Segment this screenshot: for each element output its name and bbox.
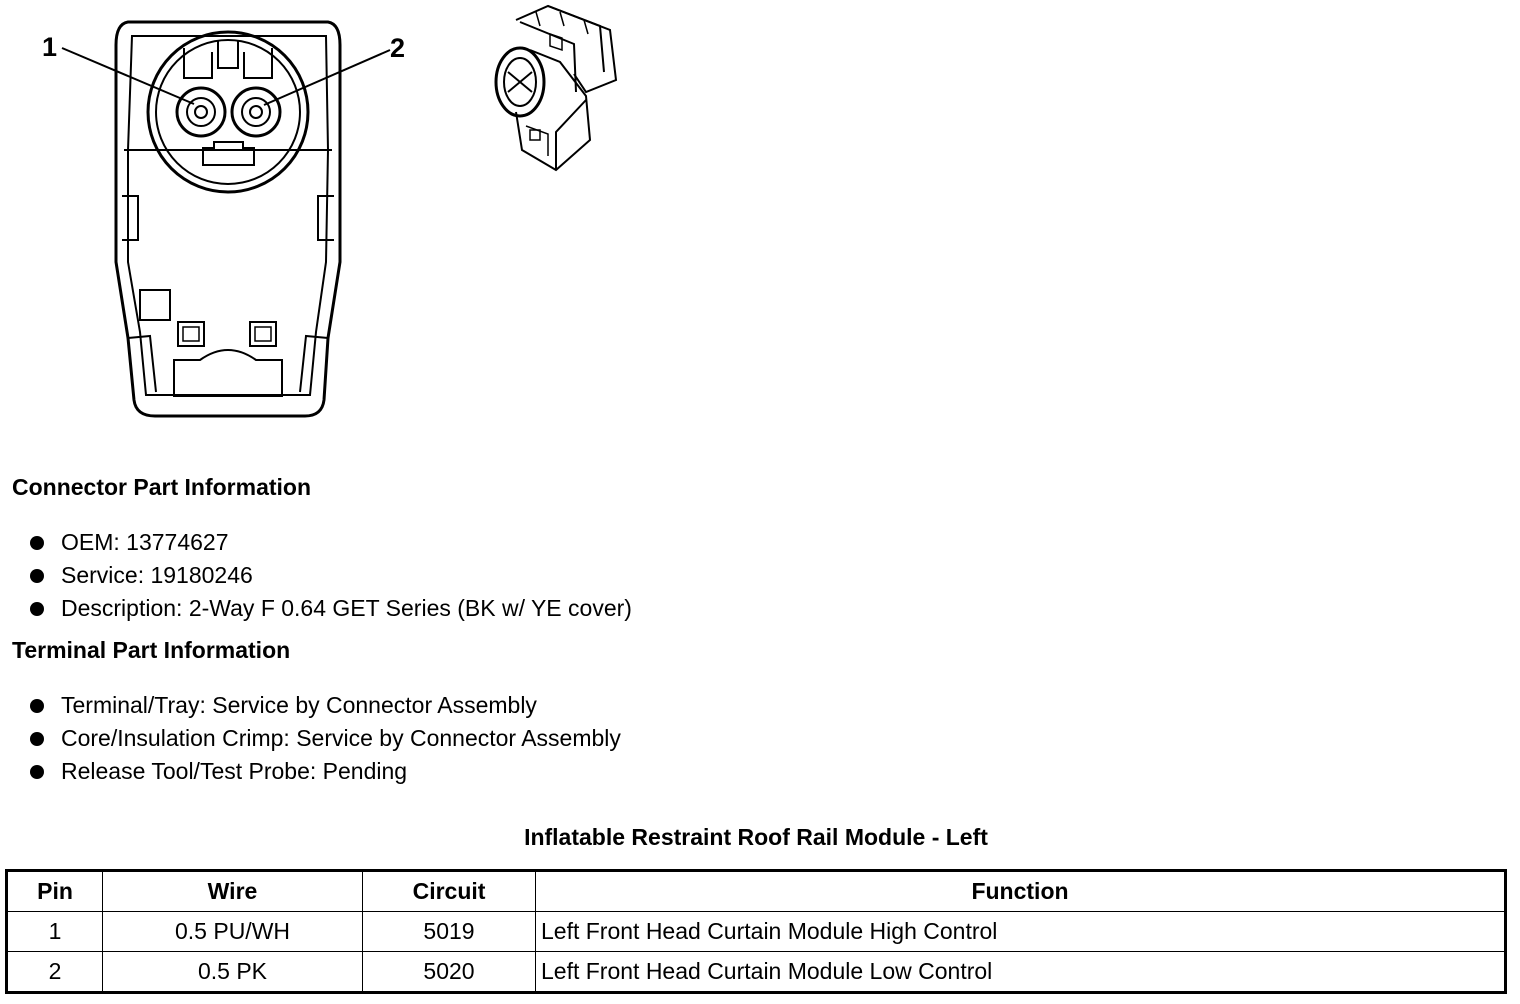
bullet-icon bbox=[30, 536, 44, 550]
list-item: Terminal/Tray: Service by Connector Assembly bbox=[28, 689, 621, 722]
header-function: Function bbox=[536, 871, 1506, 912]
list-item: Description: 2-Way F 0.64 GET Series (BK w/ YE cover) bbox=[28, 592, 632, 625]
connector-face-diagram bbox=[0, 0, 700, 440]
pin-table bbox=[5, 869, 1507, 994]
connector-part-info-list bbox=[28, 526, 632, 625]
cell-pin: 1 bbox=[7, 912, 103, 952]
list-item: Release Tool/Test Probe: Pending bbox=[28, 755, 621, 788]
header-circuit: Circuit bbox=[363, 871, 536, 912]
bullet-icon bbox=[30, 732, 44, 746]
connector-isometric-view bbox=[496, 6, 616, 170]
table-row bbox=[7, 912, 1506, 952]
table-row bbox=[7, 952, 1506, 993]
cell-circuit: 5020 bbox=[363, 952, 536, 993]
bullet-icon bbox=[30, 602, 44, 616]
terminal-part-info-heading: Terminal Part Information bbox=[12, 637, 291, 663]
connector-part-info-heading: Connector Part Information bbox=[12, 474, 312, 500]
cell-wire: 0.5 PK bbox=[103, 952, 363, 993]
header-wire: Wire bbox=[103, 871, 363, 912]
callout-2-label: 2 bbox=[390, 33, 406, 63]
table-header-row bbox=[7, 871, 1506, 912]
cell-wire: 0.5 PU/WH bbox=[103, 912, 363, 952]
bullet-icon bbox=[30, 699, 44, 713]
list-item: Service: 19180246 bbox=[28, 559, 632, 592]
callout-1-label: 1 bbox=[42, 32, 58, 62]
cell-function: Left Front Head Curtain Module High Control bbox=[536, 912, 1506, 952]
pin-table-title: Inflatable Restraint Roof Rail Module - Left bbox=[524, 824, 988, 850]
list-item: Core/Insulation Crimp: Service by Connector Assembly bbox=[28, 722, 621, 755]
cell-circuit: 5019 bbox=[363, 912, 536, 952]
list-item: OEM: 13774627 bbox=[28, 526, 632, 559]
bullet-icon bbox=[30, 765, 44, 779]
cell-function: Left Front Head Curtain Module Low Control bbox=[536, 952, 1506, 993]
header-pin: Pin bbox=[7, 871, 103, 912]
bullet-icon bbox=[30, 569, 44, 583]
cell-pin: 2 bbox=[7, 952, 103, 993]
terminal-part-info-list bbox=[28, 689, 621, 788]
